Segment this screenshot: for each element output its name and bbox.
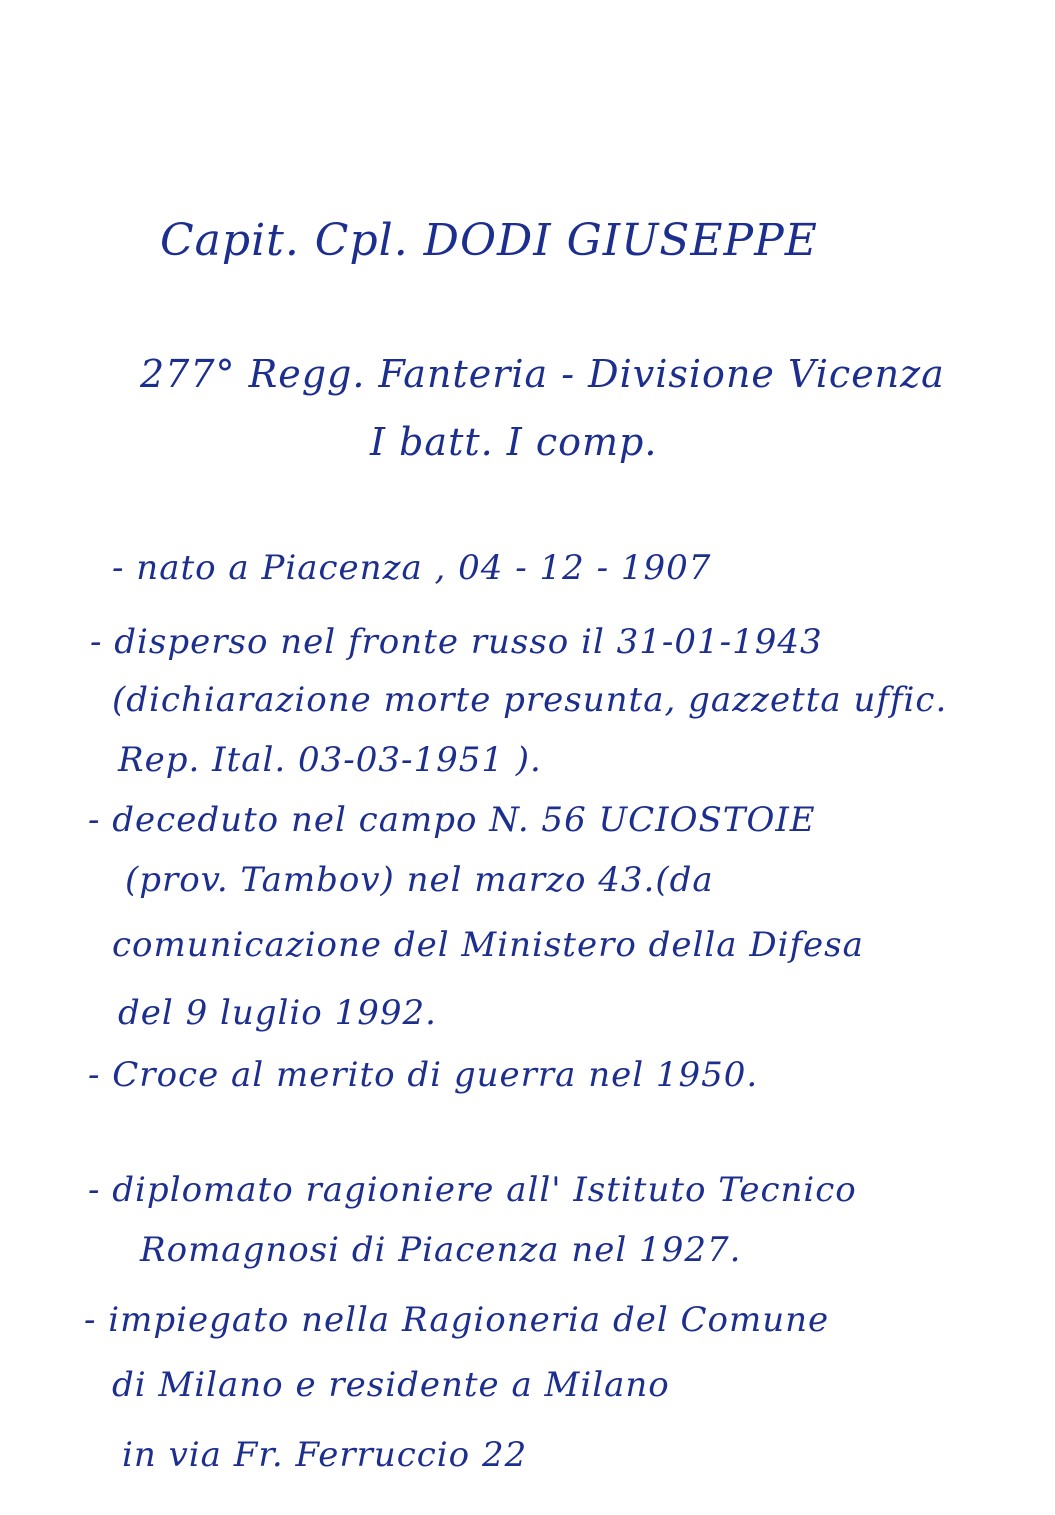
soldier-name-heading: Capit. Cpl. DODI GIUSEPPE bbox=[160, 215, 818, 266]
entry-deceased-detail-2: comunicazione del Ministero della Difesa bbox=[112, 925, 864, 965]
entry-birth: - nato a Piacenza , 04 - 12 - 1907 bbox=[112, 548, 712, 588]
unit-line-1: 277° Regg. Fanteria - Divisione Vicenza bbox=[140, 352, 945, 396]
entry-employment-detail-1: di Milano e residente a Milano bbox=[112, 1365, 670, 1405]
entry-deceased: - deceduto nel campo N. 56 UCIOSTOIE bbox=[88, 800, 816, 840]
entry-war-cross: - Croce al merito di guerra nel 1950. bbox=[88, 1055, 759, 1095]
entry-diploma: - diplomato ragioniere all' Istituto Tecnico bbox=[88, 1170, 857, 1210]
entry-employment: - impiegato nella Ragioneria del Comune bbox=[84, 1300, 830, 1340]
entry-deceased-detail-3: del 9 luglio 1992. bbox=[118, 993, 437, 1033]
entry-missing-detail-1: (dichiarazione morte presunta, gazzetta uffic. bbox=[112, 680, 948, 720]
entry-missing: - disperso nel fronte russo il 31-01-1943 bbox=[90, 622, 823, 662]
entry-missing-detail-2: Rep. Ital. 03-03-1951 ). bbox=[118, 740, 542, 780]
entry-diploma-detail: Romagnosi di Piacenza nel 1927. bbox=[140, 1230, 742, 1270]
unit-line-2: I batt. I comp. bbox=[370, 420, 658, 464]
entry-employment-detail-2: in via Fr. Ferruccio 22 bbox=[122, 1435, 528, 1475]
entry-deceased-detail-1: (prov. Tambov) nel marzo 43.(da bbox=[125, 860, 714, 900]
